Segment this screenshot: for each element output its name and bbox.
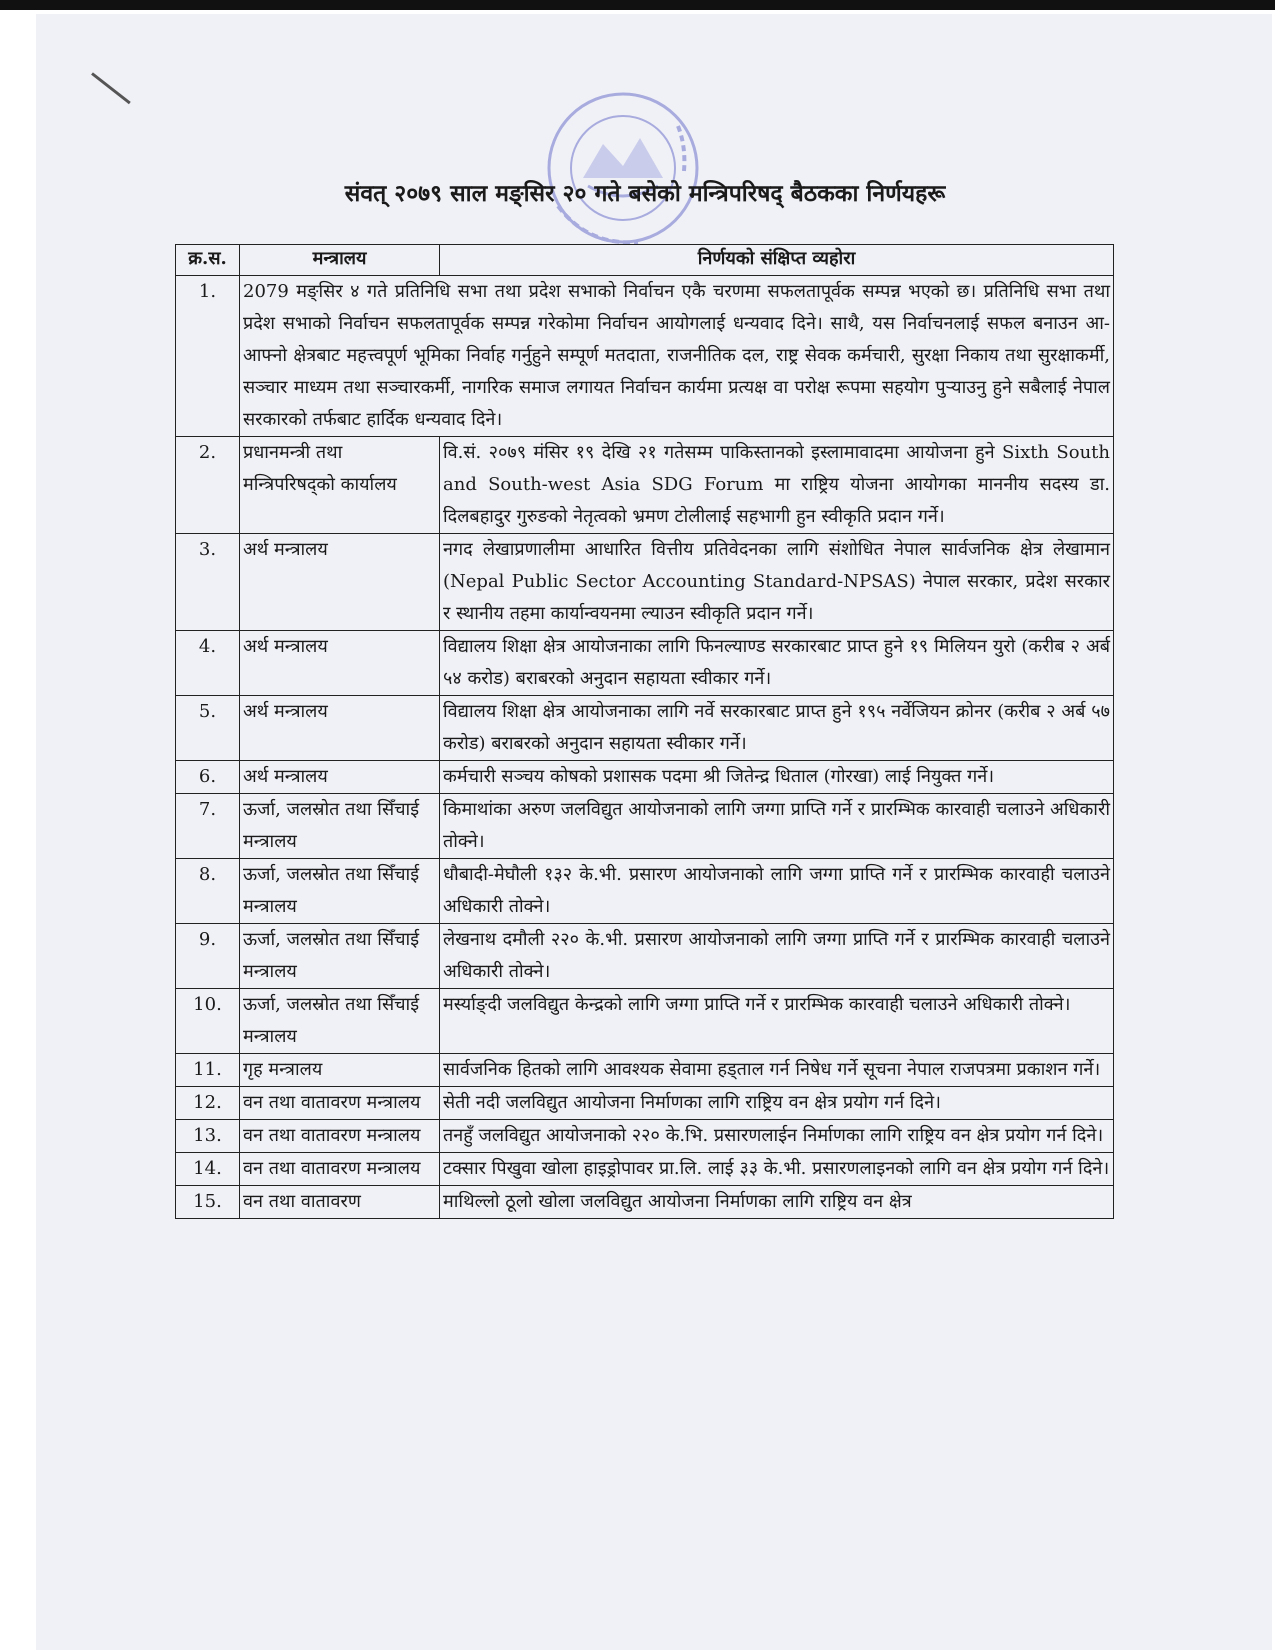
row-serial: 12. xyxy=(176,1087,240,1120)
row-decision: विद्यालय शिक्षा क्षेत्र आयोजनाका लागि फिनल्याण्ड सरकारबाट प्राप्त हुने १९ मिलियन युरो (करीब २ अर्ब ५४ करोड) बराबरको अनुदान सहायता स्वीकार गर्ने। xyxy=(440,631,1114,696)
row-serial: 7. xyxy=(176,794,240,859)
table-row xyxy=(176,1087,1114,1120)
row-serial: 13. xyxy=(176,1120,240,1153)
row-decision: तनहुँ जलविद्युत आयोजनाको २२० के.भि. प्रसारणलाईन निर्माणका लागि राष्ट्रिय वन क्षेत्र प्रयोग गर्न दिने। xyxy=(440,1120,1114,1153)
document-title: संवत् २०७९ साल मङ्सिर २० गते बसेको मन्त्रिपरिषद् बैठकका निर्णयहरू xyxy=(344,180,946,207)
row-serial: 14. xyxy=(176,1153,240,1186)
table-row xyxy=(176,1186,1114,1219)
row-decision: वि.सं. २०७९ मंसिर १९ देखि २१ गतेसम्म पाकिस्तानको इस्लामावादमा आयोजना हुने Sixth South and South-west Asia SDG Forum मा राष्ट्रिय योजना आयोगका माननीय सदस्य डा. दिलबहादुर गुरुङको नेतृत्वको भ्रमण टोलीलाई सहभागी हुन स्वीकृति प्रदान गर्ने। xyxy=(440,437,1114,534)
table-row xyxy=(176,924,1114,989)
table-row xyxy=(176,761,1114,794)
official-seal-stamp xyxy=(528,86,718,256)
header-ministry: मन्त्रालय xyxy=(240,245,440,276)
row-serial: 15. xyxy=(176,1186,240,1219)
table-row xyxy=(176,437,1114,534)
row-decision: सेती नदी जलविद्युत आयोजना निर्माणका लागि राष्ट्रिय वन क्षेत्र प्रयोग गर्न दिने। xyxy=(440,1087,1114,1120)
row-ministry: गृह मन्त्रालय xyxy=(240,1054,440,1087)
table-row xyxy=(176,794,1114,859)
row-serial: 8. xyxy=(176,859,240,924)
row-ministry: वन तथा वातावरण मन्त्रालय xyxy=(240,1087,440,1120)
row-decision: धौबादी-मेघौली १३२ के.भी. प्रसारण आयोजनाको लागि जग्गा प्राप्ति गर्ने र प्रारम्भिक कारवाही चलाउने अधिकारी तोक्ने। xyxy=(440,859,1114,924)
row-ministry: अर्थ मन्त्रालय xyxy=(240,534,440,631)
row-ministry: ऊर्जा, जलस्रोत तथा सिँचाई मन्त्रालय xyxy=(240,859,440,924)
row-serial: 3. xyxy=(176,534,240,631)
row-ministry: अर्थ मन्त्रालय xyxy=(240,761,440,794)
row-decision: किमाथांका अरुण जलविद्युत आयोजनाको लागि जग्गा प्राप्ति गर्ने र प्रारम्भिक कारवाही चलाउने अधिकारी तोक्ने। xyxy=(440,794,1114,859)
row-ministry: वन तथा वातावरण मन्त्रालय xyxy=(240,1153,440,1186)
row-ministry: वन तथा वातावरण xyxy=(240,1186,440,1219)
scan-top-edge xyxy=(0,0,1275,10)
row-serial: 4. xyxy=(176,631,240,696)
row-ministry: अर्थ मन्त्रालय xyxy=(240,631,440,696)
table-header-row xyxy=(176,245,1114,276)
table-row xyxy=(176,1054,1114,1087)
row-decision: टक्सार पिखुवा खोला हाइड्रोपावर प्रा.लि. लाई ३३ के.भी. प्रसारणलाइनको लागि वन क्षेत्र प्रयोग गर्न दिने। xyxy=(440,1153,1114,1186)
table-row xyxy=(176,989,1114,1054)
row-decision: सार्वजनिक हितको लागि आवश्यक सेवामा हड्ताल गर्न निषेध गर्ने सूचना नेपाल राजपत्रमा प्रकाशन गर्ने। xyxy=(440,1054,1114,1087)
table-row xyxy=(176,696,1114,761)
row-ministry: ऊर्जा, जलस्रोत तथा सिँचाई मन्त्रालय xyxy=(240,924,440,989)
decisions-table xyxy=(175,244,1114,1219)
table-row xyxy=(176,1120,1114,1153)
table-row xyxy=(176,859,1114,924)
row-decision: नगद लेखाप्रणालीमा आधारित वित्तीय प्रतिवेदनका लागि संशोधित नेपाल सार्वजनिक क्षेत्र लेखामान (Nepal Public Sector Accounting Standard-NPSAS) नेपाल सरकार, प्रदेश सरकार र स्थानीय तहमा कार्यान्वयनमा ल्याउन स्वीकृति प्रदान गर्ने। xyxy=(440,534,1114,631)
row-ministry: ऊर्जा, जलस्रोत तथा सिँचाई मन्त्रालय xyxy=(240,989,440,1054)
row-serial: 6. xyxy=(176,761,240,794)
row-decision: विद्यालय शिक्षा क्षेत्र आयोजनाका लागि नर्वे सरकारबाट प्राप्त हुने १९५ नर्वेजियन क्रोनर (करीब २ अर्ब ५७ करोड) बराबरको अनुदान सहायता स्वीकार गर्ने। xyxy=(440,696,1114,761)
row-serial: 2. xyxy=(176,437,240,534)
row-ministry: अर्थ मन्त्रालय xyxy=(240,696,440,761)
header-serial: क्र.स. xyxy=(176,245,240,276)
row-decision: 2079 मङ्सिर ४ गते प्रतिनिधि सभा तथा प्रदेश सभाको निर्वाचन एकै चरणमा सफलतापूर्वक सम्पन्न भएको छ। प्रतिनिधि सभा तथा प्रदेश सभाको निर्वाचन सफलतापूर्वक सम्पन्न गरेकोमा निर्वाचन आयोगलाई धन्यवाद दिने। साथै, यस निर्वाचनलाई सफल बनाउन आ-आफ्नो क्षेत्रबाट महत्त्वपूर्ण भूमिका निर्वाह गर्नुहुने सम्पूर्ण मतदाता, राजनीतिक दल, राष्ट्र सेवक कर्मचारी, सुरक्षा निकाय तथा सुरक्षाकर्मी, सञ्चार माध्यम तथा सञ्चारकर्मी, नागरिक समाज लगायत निर्वाचन कार्यमा प्रत्यक्ष वा परोक्ष रूपमा सहयोग पुर्‍याउनु हुने सबैलाई नेपाल सरकारको तर्फबाट हार्दिक धन्यवाद दिने। xyxy=(240,276,1114,437)
row-decision: कर्मचारी सञ्चय कोषको प्रशासक पदमा श्री जितेन्द्र धिताल (गोरखा) लाई नियुक्त गर्ने। xyxy=(440,761,1114,794)
row-ministry: प्रधानमन्त्री तथा मन्त्रिपरिषद्को कार्यालय xyxy=(240,437,440,534)
row-ministry: वन तथा वातावरण मन्त्रालय xyxy=(240,1120,440,1153)
row-ministry: ऊर्जा, जलस्रोत तथा सिँचाई मन्त्रालय xyxy=(240,794,440,859)
row-decision: माथिल्लो ठूलो खोला जलविद्युत आयोजना निर्माणका लागि राष्ट्रिय वन क्षेत्र xyxy=(440,1186,1114,1219)
row-serial: 10. xyxy=(176,989,240,1054)
table-row xyxy=(176,534,1114,631)
table-row xyxy=(176,276,1114,437)
table-row xyxy=(176,631,1114,696)
row-decision: लेखनाथ दमौली २२० के.भी. प्रसारण आयोजनाको लागि जग्गा प्राप्ति गर्ने र प्रारम्भिक कारवाही चलाउने अधिकारी तोक्ने। xyxy=(440,924,1114,989)
row-serial: 5. xyxy=(176,696,240,761)
table-row xyxy=(176,1153,1114,1186)
row-serial: 1. xyxy=(176,276,240,437)
header-decision: निर्णयको संक्षिप्त व्यहोरा xyxy=(440,245,1114,276)
row-decision: मर्स्याङ्दी जलविद्युत केन्द्रको लागि जग्गा प्राप्ति गर्ने र प्रारम्भिक कारवाही चलाउने अधिकारी तोक्ने। xyxy=(440,989,1114,1054)
row-serial: 9. xyxy=(176,924,240,989)
row-serial: 11. xyxy=(176,1054,240,1087)
